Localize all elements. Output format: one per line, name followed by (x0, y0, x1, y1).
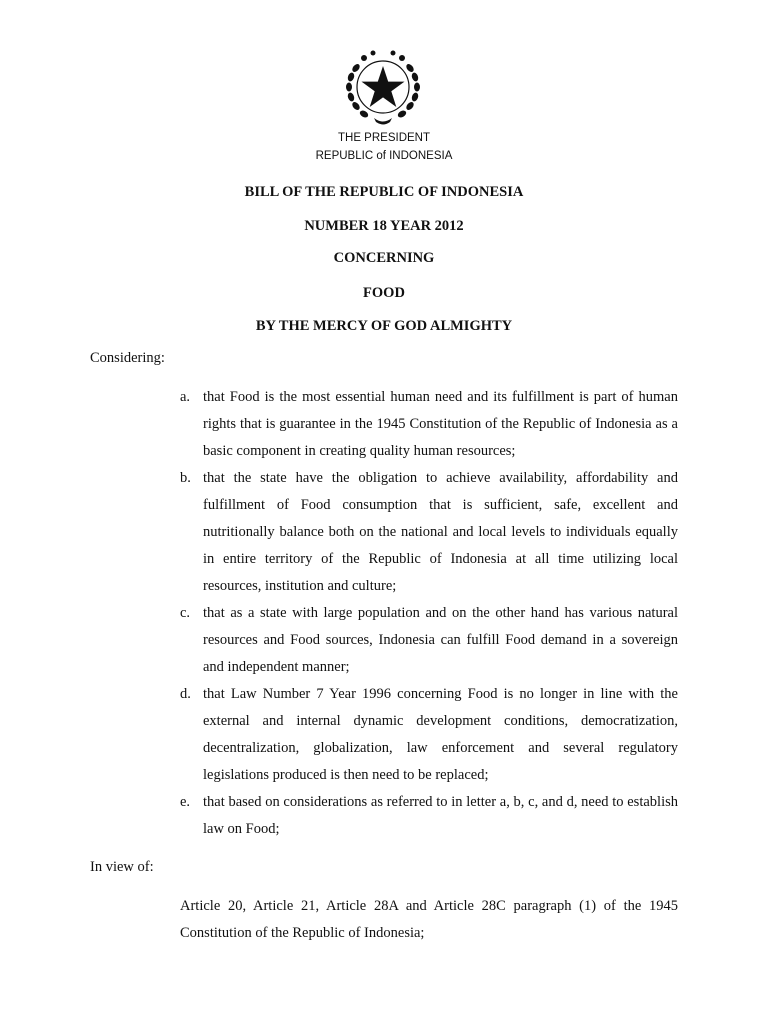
list-item-text: that based on considerations as referred to in letter a, b, c, and d, need to establish law on Food; (203, 794, 678, 837)
list-item-text: that the state have the obligation to achieve availability, affordability and fulfillment of Food consumption that is sufficient, safe, excellent and nutritionally balance both on the national and local levels to individuals equally in entire territory of the Republic of Indonesia at all time utilizing local resources, institution and culture; (203, 470, 678, 594)
list-item-letter: b. (180, 470, 191, 486)
list-item-letter: e. (180, 794, 191, 810)
list-item-letter: c. (180, 605, 191, 621)
presidential-emblem-icon (342, 46, 424, 128)
list-item (180, 465, 678, 600)
considering-list (180, 384, 678, 843)
invocation-heading: BY THE MERCY OF GOD ALMIGHTY (255, 318, 513, 334)
concerning-heading: CONCERNING (333, 250, 435, 266)
considering-label: Considering: (90, 350, 165, 366)
list-item (180, 600, 678, 681)
list-item-text: that Law Number 7 Year 1996 concerning Food is no longer in line with the external and internal dynamic development conditions, democratization, decentralization, globalization, law enforcement and several regulatory legislations produced is then need to be replaced; (203, 686, 678, 783)
list-item (180, 789, 678, 843)
republic-title: REPUBLIC of INDONESIA (315, 150, 453, 162)
list-item-text: that as a state with large population and on the other hand has various natural resources and Food sources, Indonesia can fulfill Food demand in a sovereign and independent manner; (203, 605, 678, 675)
in-view-of-label: In view of: (90, 859, 154, 875)
list-item (180, 384, 678, 465)
in-view-of-text: Article 20, Article 21, Article 28A and Article 28C paragraph (1) of the 1945 Constitution of the Republic of Indonesia; (180, 898, 678, 941)
garuda-star-wreath-icon (342, 46, 424, 128)
list-item (180, 681, 678, 789)
list-item-letter: d. (180, 686, 191, 702)
list-item-letter: a. (180, 389, 191, 405)
subject-heading: FOOD (363, 285, 405, 301)
bill-number: NUMBER 18 YEAR 2012 (304, 218, 464, 234)
list-item-text: that Food is the most essential human need and its fulfillment is part of human rights that is guarantee in the 1945 Constitution of the Republic of Indonesia as a basic component in creating quality human resources; (203, 389, 678, 459)
bill-title: BILL OF THE REPUBLIC OF INDONESIA (244, 184, 524, 200)
president-title: THE PRESIDENT (337, 132, 430, 144)
